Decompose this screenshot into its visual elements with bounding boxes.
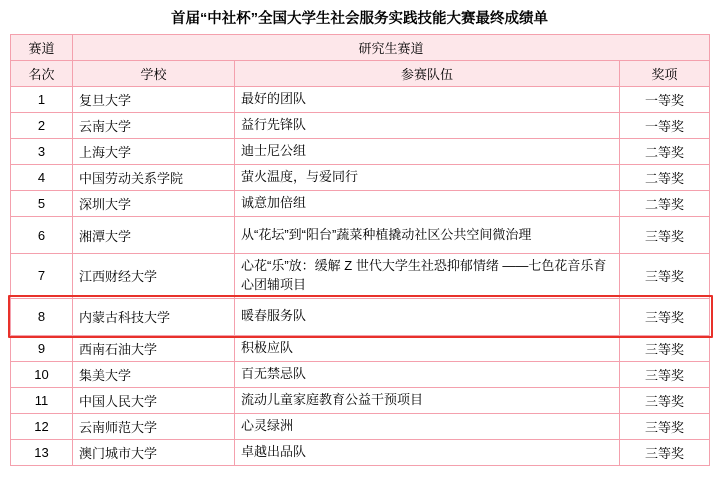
column-header-school: 学校 [73, 61, 235, 87]
cell-school: 中国人民大学 [73, 387, 235, 413]
cell-team: 流动儿童家庭教育公益干预项目 [235, 387, 620, 413]
cell-team: 迪士尼公组 [235, 139, 620, 165]
cell-school: 集美大学 [73, 361, 235, 387]
cell-rank: 4 [11, 165, 73, 191]
table-row [11, 165, 710, 191]
results-table [10, 34, 710, 466]
cell-team: 益行先锋队 [235, 113, 620, 139]
cell-award: 二等奖 [620, 165, 710, 191]
cell-team: 百无禁忌队 [235, 361, 620, 387]
cell-school: 云南大学 [73, 113, 235, 139]
cell-rank: 11 [11, 387, 73, 413]
cell-school: 中国劳动关系学院 [73, 165, 235, 191]
cell-school: 澳门城市大学 [73, 439, 235, 465]
table-row [11, 217, 710, 254]
cell-school: 西南石油大学 [73, 335, 235, 361]
cell-school: 湘潭大学 [73, 217, 235, 254]
cell-rank: 8 [11, 298, 73, 335]
cell-team: 心灵绿洲 [235, 413, 620, 439]
cell-rank: 5 [11, 191, 73, 217]
cell-rank: 9 [11, 335, 73, 361]
table-track-row [11, 35, 710, 61]
cell-rank: 10 [11, 361, 73, 387]
cell-team: 萤火温度，与爱同行 [235, 165, 620, 191]
cell-team: 心花“乐”放：缓解 Z 世代大学生社恐抑郁情绪 ——七色花音乐育心团辅项目 [235, 254, 620, 299]
cell-award: 三等奖 [620, 298, 710, 335]
cell-award: 三等奖 [620, 361, 710, 387]
title-band [0, 0, 719, 34]
cell-rank: 3 [11, 139, 73, 165]
cell-team: 暖春服务队 [235, 298, 620, 335]
column-header-award: 奖项 [620, 61, 710, 87]
track-label: 赛道 [11, 35, 73, 61]
cell-award: 一等奖 [620, 87, 710, 113]
cell-rank: 1 [11, 87, 73, 113]
table-row [11, 87, 710, 113]
table-row [11, 413, 710, 439]
cell-school: 深圳大学 [73, 191, 235, 217]
table-row [11, 387, 710, 413]
cell-award: 三等奖 [620, 439, 710, 465]
cell-award: 一等奖 [620, 113, 710, 139]
cell-team: 积极应队 [235, 335, 620, 361]
table-row [11, 254, 710, 299]
table-row [11, 335, 710, 361]
cell-team: 诚意加倍组 [235, 191, 620, 217]
table-row [11, 113, 710, 139]
table-row [11, 361, 710, 387]
cell-school: 内蒙古科技大学 [73, 298, 235, 335]
cell-rank: 12 [11, 413, 73, 439]
cell-rank: 2 [11, 113, 73, 139]
cell-award: 三等奖 [620, 217, 710, 254]
cell-team: 卓越出品队 [235, 439, 620, 465]
cell-rank: 6 [11, 217, 73, 254]
track-value: 研究生赛道 [73, 35, 710, 61]
cell-award: 三等奖 [620, 335, 710, 361]
cell-school: 江西财经大学 [73, 254, 235, 299]
table-row [11, 439, 710, 465]
table-row-highlighted [11, 298, 710, 335]
page-title: 首届“中社杯”全国大学生社会服务实践技能大赛最终成绩单 [171, 10, 548, 27]
table-row [11, 139, 710, 165]
column-header-rank: 名次 [11, 61, 73, 87]
cell-team: 最好的团队 [235, 87, 620, 113]
cell-school: 复旦大学 [73, 87, 235, 113]
cell-school: 上海大学 [73, 139, 235, 165]
cell-award: 二等奖 [620, 191, 710, 217]
cell-award: 二等奖 [620, 139, 710, 165]
cell-rank: 13 [11, 439, 73, 465]
cell-team: 从“花坛”到“阳台”蔬菜种植撬动社区公共空间微治理 [235, 217, 620, 254]
cell-school: 云南师范大学 [73, 413, 235, 439]
cell-award: 三等奖 [620, 387, 710, 413]
column-header-team: 参赛队伍 [235, 61, 620, 87]
cell-award: 三等奖 [620, 413, 710, 439]
cell-rank: 7 [11, 254, 73, 299]
cell-award: 三等奖 [620, 254, 710, 299]
table-header-row [11, 61, 710, 87]
table-row [11, 191, 710, 217]
